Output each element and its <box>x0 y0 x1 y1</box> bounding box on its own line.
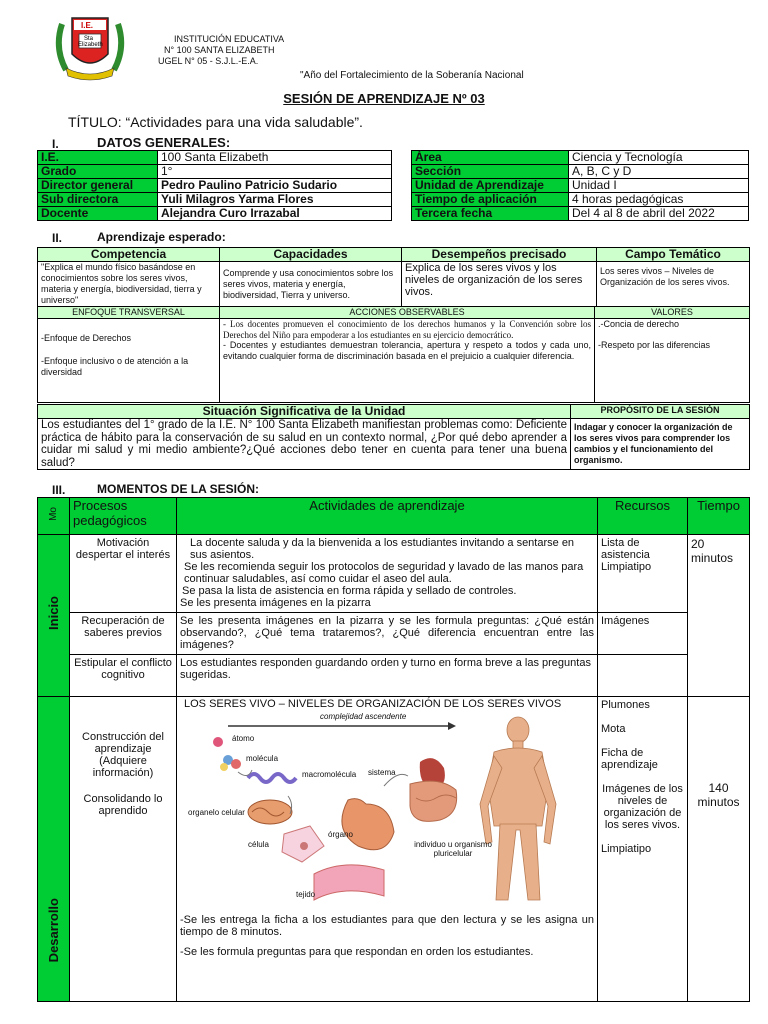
label-organelo: organelo celular <box>188 808 245 817</box>
general_left-value: 100 Santa Elizabeth <box>158 151 392 165</box>
acciones-cell <box>220 319 595 403</box>
general_left-row <box>38 165 392 179</box>
general_left-key: Director general <box>38 179 158 193</box>
label-celula: célula <box>248 840 269 849</box>
valor-item: -Respeto por las diferencias <box>598 340 711 350</box>
proposito-text: Indagar y conocer la organización de los seres vivos para comprender los cambios y el funcionamiento del organismo. <box>571 419 750 470</box>
consolidando-text: Consolidando lo aprendido <box>83 793 163 817</box>
general_left-key: Grado <box>38 165 158 179</box>
competencia-text: "Explica el mundo físico basándose en conocimientos sobre los seres vivos, materia y energía, biodiversidad, tierra y universo" <box>38 262 220 307</box>
situacion-table <box>37 404 750 470</box>
general_right-value: Unidad I <box>569 179 749 193</box>
general-data-left <box>37 150 392 221</box>
section-3-title: MOMENTOS DE LA SESIÓN: <box>97 482 260 496</box>
general_left-key: Docente <box>38 207 158 221</box>
general_right-value: A, B, C y D <box>569 165 749 179</box>
recurso-item: Imágenes de los niveles de organización de los seres vivos. <box>602 783 683 831</box>
section-3-num: III. <box>52 483 66 497</box>
momento-header-text: Mo <box>48 506 59 521</box>
general_right-row <box>412 165 749 179</box>
header-momento <box>38 498 70 535</box>
figure-heading: LOS SERES VIVO – NIVELES DE ORGANIZACIÓN DE LOS SERES VIVOS <box>184 698 562 710</box>
proceso-motivacion: Motivación despertar el interés <box>70 535 177 613</box>
construccion-text: Construcción del aprendizaje (Adquiere información) <box>82 731 164 779</box>
general_right-row <box>412 207 749 221</box>
general_left-value: Yuli Milagros Yarma Flores <box>158 193 392 207</box>
label-complejidad: complejidad ascendente <box>320 712 407 721</box>
general_right-value: Ciencia y Tecnología <box>569 151 749 165</box>
desarrollo-label: Desarrollo <box>46 897 61 962</box>
label-macromolecula: macromolécula <box>302 770 357 779</box>
recursos-estipular-empty <box>598 655 688 697</box>
valor-item: .-Concia de derecho <box>598 319 680 329</box>
recursos-construccion <box>598 697 688 1002</box>
header-competencia: Competencia <box>38 248 220 262</box>
enfoque-table <box>37 306 750 403</box>
section-1-title: DATOS GENERALES: <box>97 135 231 150</box>
page-title: SESIÓN DE APRENDIZAJE Nº 03 <box>283 91 485 106</box>
enfoque-item: -Enfoque inclusivo o de atención a la diversidad <box>41 356 189 377</box>
actividad-construccion <box>177 697 598 1002</box>
aprendizaje-table <box>37 247 750 307</box>
header-campo-tematico: Campo Temático <box>597 248 750 262</box>
header-actividades: Actividades de aprendizaje <box>177 498 598 535</box>
desempenos-text: Explica de los seres vivos y los niveles de organización de los seres vivos. <box>402 262 597 307</box>
recurso-item: Plumones <box>601 699 650 711</box>
actividad-line: Se les presenta imágenes en la pizarra <box>180 597 371 609</box>
general_right-key: Tercera fecha <box>412 207 569 221</box>
proceso-estipular: Estipular el conflicto cognitivo <box>70 655 177 697</box>
header-capacidades: Capacidades <box>220 248 402 262</box>
tiempo-inicio: 20 minutos <box>688 535 750 697</box>
label-tejido: tejido <box>296 890 316 899</box>
header-acciones: ACCIONES OBSERVABLES <box>220 307 595 319</box>
actividad-recuperacion: Se les presenta imágenes en la pizarra y se les formula preguntas: ¿Qué están observando?, ¿Qué tema trataremos?, ¿Qué diferencia encuentran entre las imágenes? <box>177 613 598 655</box>
recursos-recuperacion: Imágenes <box>598 613 688 655</box>
accion-item: - Docentes y estudiantes demuestran tolerancia, apertura y respeto a todos y cada uno, evitando cualquier forma de discriminación basada en el prejuicio a cualquier diferencia. <box>223 340 591 361</box>
general_right-key: Área <box>412 151 569 165</box>
institution-line: UGEL N° 05 - S.J.L.-E.A. <box>158 56 259 66</box>
institution-line: N° 100 SANTA ELIZABETH <box>164 45 275 55</box>
session-subtitle: TÍTULO: “Actividades para una vida saludable”. <box>68 114 363 130</box>
general_right-row <box>412 193 749 207</box>
valores-cell <box>595 319 750 403</box>
logo-name-text-2: Elizabeth <box>78 42 103 48</box>
organization-levels-figure <box>188 712 594 904</box>
construccion-activity: -Se les formula preguntas para que respondan en orden los estudiantes. <box>180 946 534 958</box>
section-2-title: Aprendizaje esperado: <box>97 230 226 244</box>
institution-block <box>158 34 284 67</box>
year-motto: "Año del Fortalecimiento de la Soberanía Nacional <box>300 70 524 81</box>
general_left-row <box>38 207 392 221</box>
label-organo: órgano <box>328 830 353 839</box>
recurso-item: Ficha de aprendizaje <box>601 747 658 771</box>
tiempo-desarrollo <box>688 697 750 1002</box>
actividad-line: La docente saluda y da la bienvenida a los estudiantes invitando a sentarse en sus asientos. <box>190 537 575 561</box>
recursos-motivacion: Lista de asistencia Limpiatipo <box>598 535 688 613</box>
inicio-label: Inicio <box>46 596 61 630</box>
header-situacion: Situación Significativa de la Unidad <box>38 405 571 419</box>
header-enfoque: ENFOQUE TRANSVERSAL <box>38 307 220 319</box>
accion-item: - Los docentes promueven el conocimiento de los derechos humanos y la Convención sobre los Derechos del Niño para empoderar a los estudiantes en su ejercicio democrático. <box>223 319 591 340</box>
general_right-key: Unidad de Aprendizaje <box>412 179 569 193</box>
label-sistema: sistema <box>368 768 396 777</box>
proceso-recuperacion: Recuperación de saberes previos <box>70 613 177 655</box>
logo-name-text: Sta <box>84 36 94 42</box>
actividad-line: Se les recomienda seguir los protocolos de seguridad y lavado de las manos para continuar saludables, así como cuidar el aseo del aula. <box>184 561 584 585</box>
header-recursos: Recursos <box>598 498 688 535</box>
school-logo <box>52 10 128 84</box>
section-2-num: II. <box>52 231 63 245</box>
general_left-key: I.E. <box>38 151 158 165</box>
tiempo-desarrollo-text: 140 minutos <box>697 781 740 809</box>
label-individuo: individuo u organismo pluricelular <box>414 840 492 858</box>
general_right-key: Sección <box>412 165 569 179</box>
general_right-row <box>412 151 749 165</box>
actividad-line: Se pasa la lista de asistencia en forma rápida y sellado de controles. <box>182 585 517 597</box>
inicio-cell <box>38 535 70 697</box>
header-desempenos: Desempeños precisado <box>402 248 597 262</box>
header-tiempo: Tiempo <box>688 498 750 535</box>
institution-line: INSTITUCIÓN EDUCATIVA <box>174 34 285 44</box>
general_right-key: Tiempo de aplicación <box>412 193 569 207</box>
logo-ie-text: I.E. <box>81 21 94 30</box>
situacion-text: Los estudiantes del 1° grado de la I.E. N° 100 Santa Elizabeth manifiestan problemas como: Deficiente práctica de hábito para la conservación de su salud en un contexto normal, ¿Por qué debo aprender a cuidar mi salud y mi medio ambiente?¿Qué acciones debo tener en cuenta para tener una buena salud? <box>38 419 571 470</box>
general_right-row <box>412 179 749 193</box>
header-procesos: Procesos pedagógicos <box>70 498 177 535</box>
capacidades-text: Comprende y usa conocimientos sobre los seres vivos, materia y energía, biodiversidad, Tierra y universo. <box>220 262 402 307</box>
general_left-row <box>38 151 392 165</box>
actividad-motivacion <box>177 535 598 613</box>
momentos-table <box>37 497 750 1002</box>
header-proposito: PROPÓSITO DE LA SESIÓN <box>571 405 750 419</box>
campo-tematico-text: Los seres vivos – Niveles de Organización de los seres vivos. <box>597 262 750 307</box>
recurso-item: Limpiatipo <box>601 843 652 855</box>
general_right-value: Del 4 al 8 de abril del 2022 <box>569 207 749 221</box>
general_left-key: Sub directora <box>38 193 158 207</box>
label-molecula: molécula <box>246 754 279 763</box>
label-atomo: átomo <box>232 734 255 743</box>
construccion-activity: -Se les entrega la ficha a los estudiantes para que den lectura y se les asigna un tiempo de 8 minutos. <box>180 914 594 938</box>
general_left-row <box>38 179 392 193</box>
recurso-item: Mota <box>601 723 626 735</box>
section-1-num: I. <box>52 137 59 151</box>
header-valores: VALORES <box>595 307 750 319</box>
general_left-value: Pedro Paulino Patricio Sudario <box>158 179 392 193</box>
general_left-value: Alejandra Curo Irrazabal <box>158 207 392 221</box>
general_left-value: 1° <box>158 165 392 179</box>
enfoque-item: -Enfoque de Derechos <box>41 333 132 343</box>
proceso-construccion <box>70 697 177 1002</box>
enfoque-cell <box>38 319 220 403</box>
general_left-row <box>38 193 392 207</box>
desarrollo-cell <box>38 697 70 1002</box>
general_right-value: 4 horas pedagógicas <box>569 193 749 207</box>
general-data-right <box>411 150 749 221</box>
actividad-estipular: Los estudiantes responden guardando orden y turno en forma breve a las preguntas sugeridas. <box>177 655 598 697</box>
